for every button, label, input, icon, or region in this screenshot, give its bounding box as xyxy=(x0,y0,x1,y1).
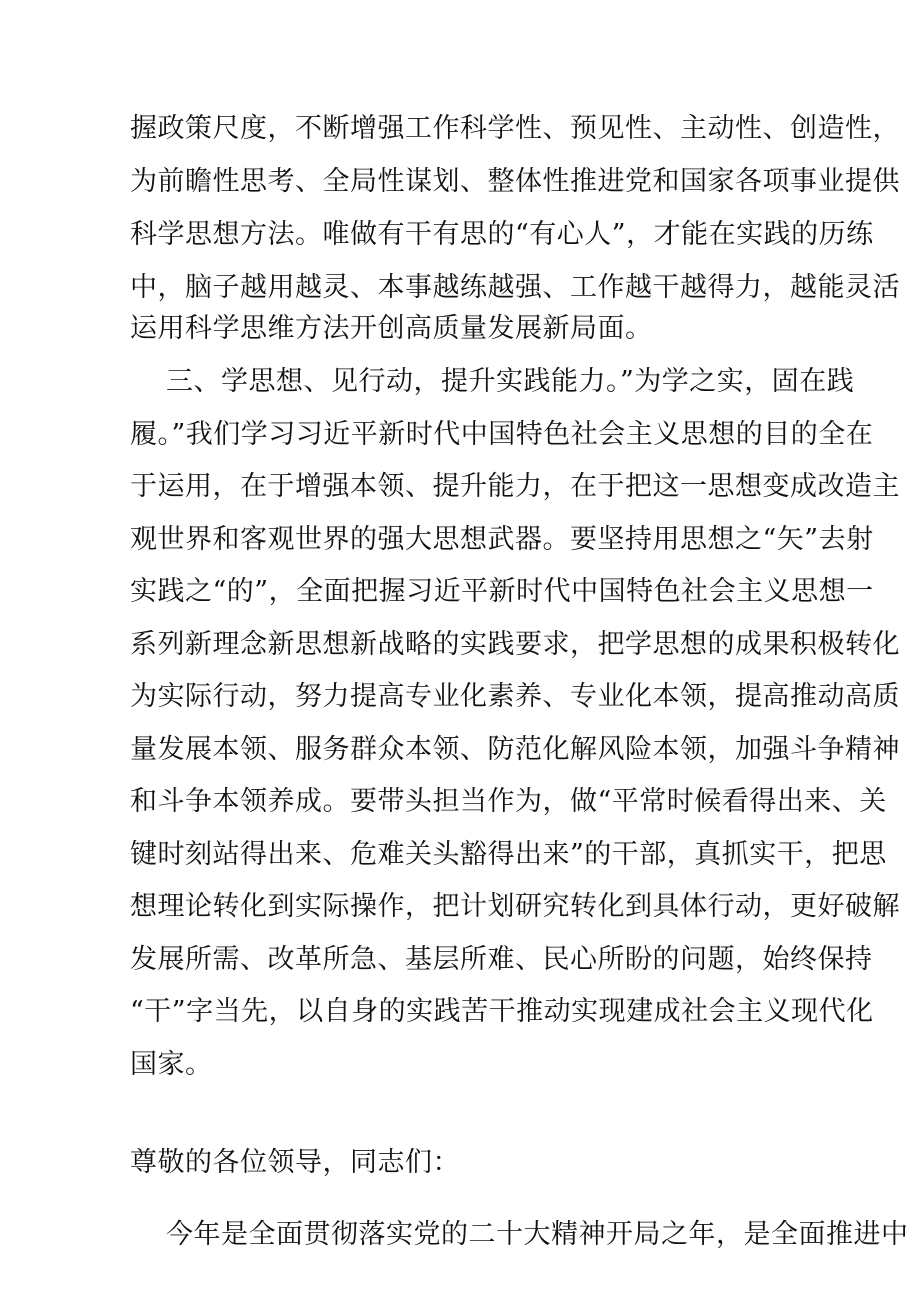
paragraph-line: 今年是全面贯彻落实党的二十大精神开局之年，是全面推进中 xyxy=(166,1219,909,1250)
paragraph-line: 实践之“的”，全面把握习近平新时代中国特色社会主义思想一 xyxy=(130,576,874,607)
paragraph-line: 为实际行动，努力提高专业化素养、专业化本领，提高推动高质 xyxy=(130,681,900,712)
paragraph-line: 发展所需、改革所急、基层所难、民心所盼的问题，始终保持 xyxy=(130,944,873,975)
paragraph-line: 量发展本领、服务群众本领、防范化解风险本领，加强斗争精神 xyxy=(130,734,900,765)
salutation-line: 尊敬的各位领导，同志们： xyxy=(130,1147,460,1178)
paragraph-line: 运用科学思维方法开创高质量发展新局面。 xyxy=(130,313,653,344)
paragraph-line: 握政策尺度，不断增强工作科学性、预见性、主动性、创造性， xyxy=(130,113,900,144)
paragraph-line: 中，脑子越用越灵、本事越练越强、工作越干越得力，越能灵活 xyxy=(130,272,900,303)
paragraph-line: 想理论转化到实际操作，把计划研究转化到具体行动，更好破解 xyxy=(130,891,900,922)
paragraph-line: 履。”我们学习习近平新时代中国特色社会主义思想的目的全在 xyxy=(130,419,874,450)
paragraph-line: 科学思想方法。唯做有干有思的“有心人”，才能在实践的历练 xyxy=(130,219,874,250)
paragraph-line: 系列新理念新思想新战略的实践要求，把学思想的成果积极转化 xyxy=(130,629,900,660)
paragraph-line: 为前瞻性思考、全局性谋划、整体性推进党和国家各项事业提供 xyxy=(130,166,900,197)
paragraph-line: 于运用，在于增强本领、提升能力，在于把这一思想变成改造主 xyxy=(130,471,900,502)
paragraph-line: 和斗争本领养成。要带头担当作为，做“平常时候看得出来、关 xyxy=(130,786,887,817)
paragraph-line: 键时刻站得出来、危难关头豁得出来”的干部，真抓实干，把思 xyxy=(130,839,887,870)
section-heading-line: 三、学思想、见行动，提升实践能力。”为学之实，固在践 xyxy=(166,366,855,397)
paragraph-line: 国家。 xyxy=(130,1049,213,1080)
paragraph-line: “干”字当先，以自身的实践苦干推动实现建成社会主义现代化 xyxy=(130,996,874,1027)
paragraph-line: 观世界和客观世界的强大思想武器。要坚持用思想之“矢”去射 xyxy=(130,524,874,555)
